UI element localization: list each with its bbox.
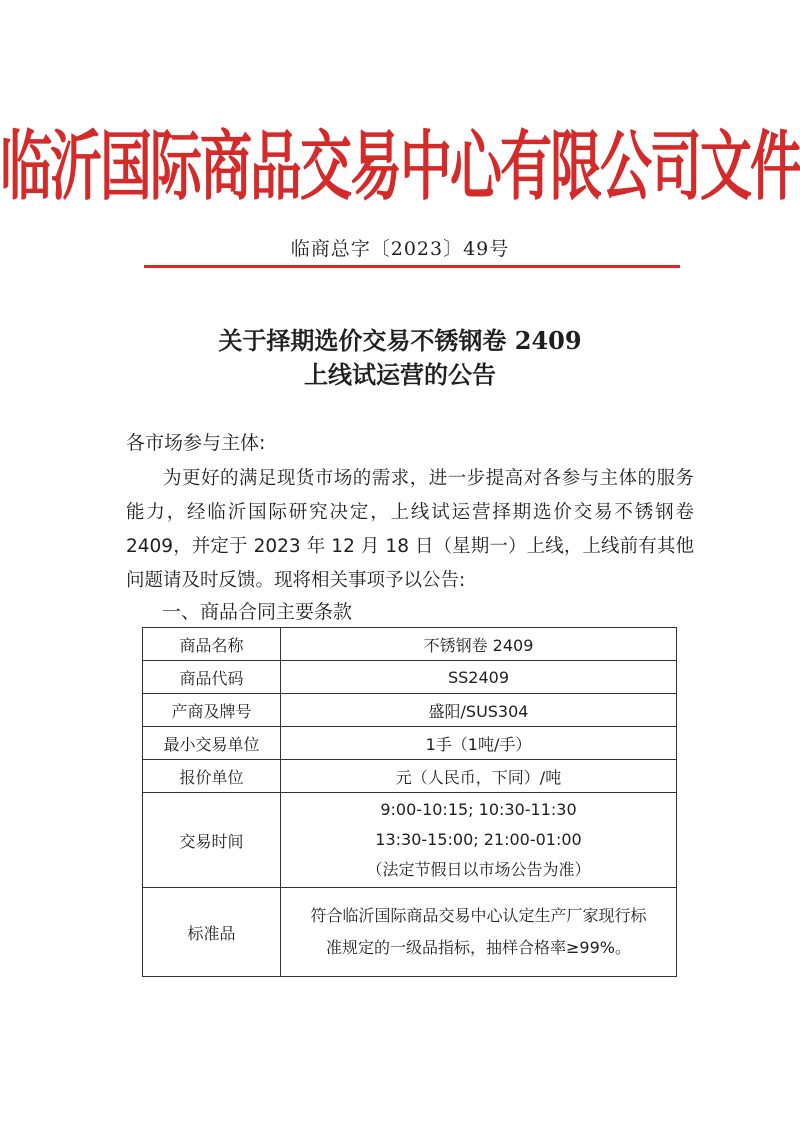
standard-line-1: 符合临沂国际商品交易中心认定生产厂家现行标 <box>310 906 647 925</box>
body-paragraph: 为更好的满足现货市场的需求，进一步提高对各参与主体的服务能力，经临沂国际研究决定，上线试运营择期选价交易不锈钢卷 2409，并定于 2023 年 12 月 18 日（星期一）上线，上线前有其他问题请及时反馈。现将相关事项予以公告: <box>126 468 694 591</box>
trading-time-value <box>281 793 677 888</box>
notice-title-line-2: 上线试运营的公告 <box>304 360 496 389</box>
row-value: 不锈钢卷 2409 <box>281 628 677 661</box>
row-value: 盛阳/SUS304 <box>281 694 677 727</box>
row-label: 报价单位 <box>143 760 281 793</box>
row-label: 商品代码 <box>143 661 281 694</box>
notice-title-line-1: 关于择期选价交易不锈钢卷 2409 <box>218 326 582 355</box>
document-number: 临商总字〔2023〕49号 <box>290 238 510 260</box>
trading-time-line-1: 9:00-10:15; 10:30-11:30 <box>380 800 577 819</box>
row-label: 产商及牌号 <box>143 694 281 727</box>
contract-terms-table <box>142 627 677 977</box>
row-label: 交易时间 <box>143 793 281 888</box>
table-row <box>143 760 677 793</box>
table-row <box>143 628 677 661</box>
table-row <box>143 694 677 727</box>
letterhead-title: 临沂国际商品交易中心有限公司文件 <box>0 124 800 212</box>
row-value: 1手（1吨/手） <box>281 727 677 760</box>
trading-time-line-3: （法定节假日以市场公告为准） <box>366 860 591 879</box>
salutation: 各市场参与主体: <box>126 432 266 454</box>
table-row-trading-time <box>143 793 677 888</box>
standard-value <box>281 888 677 977</box>
notice-title <box>0 324 800 392</box>
trading-time-line-2: 13:30-15:00; 21:00-01:00 <box>375 830 582 849</box>
red-divider-line <box>144 265 680 268</box>
section-heading: 一、商品合同主要条款 <box>162 601 353 623</box>
row-value: 元（人民币，下同）/吨 <box>281 760 677 793</box>
row-label: 商品名称 <box>143 628 281 661</box>
table-row-standard <box>143 888 677 977</box>
row-label: 最小交易单位 <box>143 727 281 760</box>
row-label: 标准品 <box>143 888 281 977</box>
table-row <box>143 661 677 694</box>
table-row <box>143 727 677 760</box>
standard-line-2: 准规定的一级品指标，抽样合格率≥99%。 <box>326 938 631 957</box>
row-value: SS2409 <box>281 661 677 694</box>
